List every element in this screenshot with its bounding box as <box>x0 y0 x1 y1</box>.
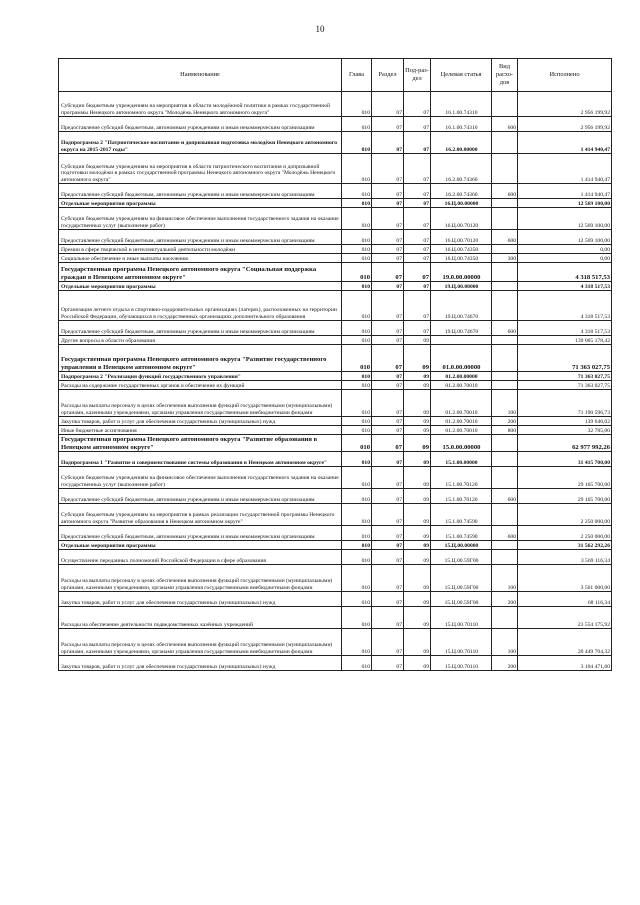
row-vid <box>492 245 518 254</box>
row-article: 15.Ц.00.59Г00 <box>431 565 492 592</box>
table-row <box>59 199 612 208</box>
row-podrazdel: 07 <box>404 199 431 208</box>
row-glava: 010 <box>342 154 372 184</box>
row-article: 01.0.00.00000 <box>431 345 492 372</box>
row-name: Организация летнего отдыха в спортивно-оздоровительных организациях (лагерях), расположенных на территории Российской Федерации, обучающихся в государственных организациях дополнительного образования <box>59 291 342 321</box>
row-article: 15.0.00.00000 <box>431 435 492 452</box>
row-razdel: 07 <box>372 117 404 132</box>
row-glava: 010 <box>342 426 372 435</box>
row-amount: 139 065 178,42 <box>518 336 612 345</box>
row-vid: 100 <box>492 390 518 417</box>
row-article: 15.1.00.74590 <box>431 504 492 526</box>
row-name: Предоставление субсидий бюджетным, автономным учреждениям и иным некоммерческим организациям <box>59 526 342 541</box>
row-amount: 4 318 517,53 <box>518 263 612 282</box>
row-vid: 600 <box>492 321 518 336</box>
row-podrazdel: 09 <box>404 467 431 489</box>
row-name: Отдельные мероприятия программы <box>59 541 342 550</box>
header-article: Целевая статья <box>431 59 492 92</box>
row-razdel: 07 <box>372 592 404 607</box>
row-vid <box>492 199 518 208</box>
row-article: 01.2.00.70010 <box>431 417 492 426</box>
row-article: 15.1.00.70120 <box>431 489 492 504</box>
row-razdel: 07 <box>372 489 404 504</box>
row-glava: 010 <box>342 208 372 230</box>
row-vid <box>492 550 518 565</box>
row-podrazdel: 07 <box>404 230 431 245</box>
row-article: 15.1.00.74590 <box>431 526 492 541</box>
table-row <box>59 345 612 372</box>
header-executed: Исполнено <box>518 59 612 92</box>
row-razdel: 07 <box>372 199 404 208</box>
row-amount: 2 250 000,00 <box>518 526 612 541</box>
row-podrazdel: 09 <box>404 656 431 671</box>
row-vid: 100 <box>492 565 518 592</box>
row-vid <box>492 208 518 230</box>
row-glava: 010 <box>342 629 372 656</box>
row-vid <box>492 154 518 184</box>
row-glava: 010 <box>342 245 372 254</box>
row-vid <box>492 467 518 489</box>
row-razdel: 07 <box>372 336 404 345</box>
row-article: 16.Ц.00.74350 <box>431 245 492 254</box>
table-row <box>59 541 612 550</box>
table-row <box>59 467 612 489</box>
row-glava: 010 <box>342 230 372 245</box>
row-amount: 3 569 116,34 <box>518 550 612 565</box>
table-row <box>59 230 612 245</box>
row-vid <box>492 504 518 526</box>
row-name: Субсидии бюджетным учреждениям на финансовое обеспечение выполнения государственного задания на оказание государственных услуг (выполнение работ) <box>59 208 342 230</box>
row-razdel: 07 <box>372 629 404 656</box>
row-article: 15.Ц.00.00000 <box>431 541 492 550</box>
table-header-row <box>59 59 612 92</box>
row-glava: 010 <box>342 541 372 550</box>
row-name: Другие вопросы в области образования <box>59 336 342 345</box>
row-razdel: 07 <box>372 390 404 417</box>
row-amount: 31 562 292,26 <box>518 541 612 550</box>
row-amount: 62 977 992,26 <box>518 435 612 452</box>
row-podrazdel: 09 <box>404 426 431 435</box>
row-vid: 800 <box>492 426 518 435</box>
row-amount: 20 449 704,32 <box>518 629 612 656</box>
row-podrazdel: 07 <box>404 132 431 154</box>
table-row <box>59 336 612 345</box>
row-podrazdel: 09 <box>404 526 431 541</box>
row-name: Предоставление субсидий бюджетным, автономным учреждениям и иным некоммерческим организациям <box>59 184 342 199</box>
row-vid: 100 <box>492 629 518 656</box>
row-name: Отдельные мероприятия программы <box>59 282 342 291</box>
row-name: Подпрограмма 1 "Развитие и совершенствование системы образования в Ненецком автономном округе" <box>59 452 342 467</box>
table-row <box>59 245 612 254</box>
row-podrazdel: 09 <box>404 452 431 467</box>
table-row <box>59 607 612 629</box>
row-podrazdel: 07 <box>404 263 431 282</box>
row-glava: 010 <box>342 417 372 426</box>
table-row <box>59 417 612 426</box>
row-razdel: 07 <box>372 254 404 263</box>
row-podrazdel: 09 <box>404 541 431 550</box>
row-article: 15.Ц.00.70110 <box>431 629 492 656</box>
row-article: 19.Ц.00.00000 <box>431 282 492 291</box>
row-podrazdel: 07 <box>404 208 431 230</box>
row-glava: 010 <box>342 452 372 467</box>
row-razdel: 07 <box>372 452 404 467</box>
row-amount: 32 785,00 <box>518 426 612 435</box>
table-row <box>59 452 612 467</box>
row-glava: 010 <box>342 565 372 592</box>
table-row <box>59 117 612 132</box>
row-name: Расходы на выплаты персоналу в целях обеспечения выполнения функций государственными (муниципальными) органами, казенными учреждениями, органами управления государственными внебюджетными фондами <box>59 629 342 656</box>
row-article: 16.2.00.74360 <box>431 154 492 184</box>
row-glava: 010 <box>342 345 372 372</box>
row-glava: 010 <box>342 132 372 154</box>
row-name: Закупка товаров, работ и услуг для обеспечения государственных (муниципальных) нужд <box>59 656 342 671</box>
row-article: 19.0.00.00000 <box>431 263 492 282</box>
row-name: Иные бюджетные ассигнования <box>59 426 342 435</box>
row-vid <box>492 282 518 291</box>
row-name: Предоставление субсидий бюджетным, автономным учреждениям и иным некоммерческим организациям <box>59 321 342 336</box>
row-name: Субсидии бюджетным учреждениям на мероприятия в рамках реализации государственной программы Ненецкого автономного округа "Развитие образования в Ненецком автономном округе" <box>59 504 342 526</box>
row-razdel: 07 <box>372 282 404 291</box>
table-row <box>59 254 612 263</box>
row-podrazdel: 09 <box>404 435 431 452</box>
row-razdel: 07 <box>372 291 404 321</box>
row-podrazdel: 09 <box>404 336 431 345</box>
row-article: 15.1.00.00000 <box>431 452 492 467</box>
row-podrazdel: 07 <box>404 154 431 184</box>
row-amount: 29 165 700,00 <box>518 489 612 504</box>
row-article: 15.Ц.00.59Г00 <box>431 550 492 565</box>
row-vid <box>492 345 518 372</box>
row-glava: 010 <box>342 263 372 282</box>
row-podrazdel: 09 <box>404 381 431 390</box>
row-glava: 010 <box>342 489 372 504</box>
row-glava: 010 <box>342 656 372 671</box>
table-row <box>59 390 612 417</box>
row-name: Подпрограмма 2 "Патриотическое воспитание и допризывная подготовка молодёжи Ненецкого автономного округа на 2015-2017 годы" <box>59 132 342 154</box>
row-name: Предоставление субсидий бюджетным, автономным учреждениям и иным некоммерческим организациям <box>59 117 342 132</box>
row-amount: 3 501 000,00 <box>518 565 612 592</box>
row-name: Премии в сфере творческой и интеллектуальной деятельности молодёжи <box>59 245 342 254</box>
row-name: Субсидии бюджетным учреждениям на финансовое обеспечение выполнения государственного задания на оказание государственных услуг (выполнение работ) <box>59 467 342 489</box>
row-podrazdel: 07 <box>404 254 431 263</box>
table-row <box>59 154 612 184</box>
row-razdel: 07 <box>372 607 404 629</box>
row-amount: 3 104 471,60 <box>518 656 612 671</box>
table-row <box>59 489 612 504</box>
row-razdel: 07 <box>372 92 404 117</box>
row-amount: 1 414 940,47 <box>518 184 612 199</box>
page-number: 10 <box>315 24 325 34</box>
row-razdel: 07 <box>372 435 404 452</box>
row-vid <box>492 381 518 390</box>
row-glava: 010 <box>342 184 372 199</box>
row-amount: 71 363 027,75 <box>518 345 612 372</box>
table-row <box>59 381 612 390</box>
row-name: Государственная программа Ненецкого автономного округа "Развитие образования в Ненецком автономном округе" <box>59 435 342 452</box>
row-vid <box>492 541 518 550</box>
row-vid: 200 <box>492 417 518 426</box>
row-glava: 010 <box>342 117 372 132</box>
table-row <box>59 656 612 671</box>
row-podrazdel: 09 <box>404 550 431 565</box>
row-name: Предоставление субсидий бюджетным, автономным учреждениям и иным некоммерческим организациям <box>59 489 342 504</box>
row-name: Государственная программа Ненецкого автономного округа "Социальная поддержка граждан в Ненецком автономном округе" <box>59 263 342 282</box>
row-article: 15.1.00.70120 <box>431 467 492 489</box>
row-podrazdel: 09 <box>404 489 431 504</box>
table-row <box>59 592 612 607</box>
row-razdel: 07 <box>372 526 404 541</box>
row-vid: 300 <box>492 254 518 263</box>
row-glava: 010 <box>342 336 372 345</box>
row-glava: 010 <box>342 526 372 541</box>
row-razdel: 07 <box>372 656 404 671</box>
row-article: 15.Ц.00.70110 <box>431 607 492 629</box>
table-row <box>59 550 612 565</box>
row-glava: 010 <box>342 467 372 489</box>
row-glava: 010 <box>342 504 372 526</box>
row-amount: 68 116,34 <box>518 592 612 607</box>
row-name: Закупка товаров, работ и услуг для обеспечения государственных (муниципальных) нужд <box>59 417 342 426</box>
row-article: 16.Ц.00.70120 <box>431 230 492 245</box>
row-vid: 200 <box>492 592 518 607</box>
row-name: Расходы на выплаты персоналу в целях обеспечения выполнения функций государственными (муниципальными) органами, казенными учреждениями, органами управления государственными внебюджетными фондами <box>59 390 342 417</box>
row-name: Расходы на обеспечение деятельности подведомственных казённых учреждений <box>59 607 342 629</box>
row-article: 16.2.00.74360 <box>431 184 492 199</box>
row-podrazdel: 07 <box>404 291 431 321</box>
row-amount: 12 569 100,00 <box>518 230 612 245</box>
header-name: Наименование <box>59 59 342 92</box>
row-vid: 600 <box>492 184 518 199</box>
table-row <box>59 291 612 321</box>
row-glava: 010 <box>342 607 372 629</box>
row-vid <box>492 336 518 345</box>
row-article: 16.Ц.00.70120 <box>431 208 492 230</box>
row-amount: 12 569 100,00 <box>518 199 612 208</box>
row-article: 16.Ц.00.74350 <box>431 254 492 263</box>
table-row <box>59 629 612 656</box>
row-vid <box>492 607 518 629</box>
header-vid: Вид расхо-дов <box>492 59 518 92</box>
row-name: Осуществление переданных полномочий Российской Федерации в сфере образования <box>59 550 342 565</box>
row-name: Субсидии бюджетным учреждениям на мероприятия в области молодёжной политики в рамках государственной программы Ненецкого автономного округа "Молодёжь Ненецкого автономного округа" <box>59 92 342 117</box>
row-podrazdel: 07 <box>404 184 431 199</box>
row-name: Социальное обеспечение и иные выплаты населению <box>59 254 342 263</box>
row-amount: 0,00 <box>518 254 612 263</box>
row-article <box>431 336 492 345</box>
row-glava: 010 <box>342 291 372 321</box>
row-vid: 600 <box>492 117 518 132</box>
row-article: 16.1.00.74310 <box>431 92 492 117</box>
row-podrazdel: 09 <box>404 417 431 426</box>
row-name: Отдельные мероприятия программы <box>59 199 342 208</box>
row-article: 01.2.00.00000 <box>431 372 492 381</box>
table-row <box>59 282 612 291</box>
row-razdel: 07 <box>372 550 404 565</box>
row-name: Закупка товаров, работ и услуг для обеспечения государственных (муниципальных) нужд <box>59 592 342 607</box>
table-row <box>59 321 612 336</box>
row-name: Субсидии бюджетным учреждениям на мероприятия в области патриотического воспитания и допризывной подготовки молодёжи в рамках государственной программы Ненецкого автономного округа "Молодёжь Ненецкого автономного округа" <box>59 154 342 184</box>
header-podrazdel: Под-раз-дел <box>404 59 431 92</box>
row-razdel: 07 <box>372 345 404 372</box>
row-razdel: 07 <box>372 321 404 336</box>
row-razdel: 07 <box>372 132 404 154</box>
row-podrazdel: 09 <box>404 390 431 417</box>
row-amount: 2 956 199,92 <box>518 92 612 117</box>
row-glava: 010 <box>342 550 372 565</box>
row-amount: 71 363 027,75 <box>518 381 612 390</box>
row-article: 01.2.00.70010 <box>431 381 492 390</box>
row-podrazdel: 07 <box>404 245 431 254</box>
row-vid <box>492 452 518 467</box>
table-row <box>59 208 612 230</box>
row-vid: 600 <box>492 526 518 541</box>
row-podrazdel: 09 <box>404 592 431 607</box>
row-glava: 010 <box>342 381 372 390</box>
row-razdel: 07 <box>372 467 404 489</box>
row-glava: 010 <box>342 282 372 291</box>
row-vid <box>492 132 518 154</box>
row-amount: 4 318 517,53 <box>518 282 612 291</box>
row-amount: 4 318 517,53 <box>518 321 612 336</box>
table-row <box>59 132 612 154</box>
row-name: Государственная программа Ненецкого автономного округа "Развитие государственного управления в Ненецком автономном округе" <box>59 345 342 372</box>
row-name: Расходы на содержание государственных органов и обеспечение их функций <box>59 381 342 390</box>
row-article: 19.Ц.00.74670 <box>431 321 492 336</box>
table-row <box>59 435 612 452</box>
row-amount: 0,00 <box>518 245 612 254</box>
budget-table <box>58 58 612 671</box>
row-razdel: 07 <box>372 208 404 230</box>
row-razdel: 07 <box>372 154 404 184</box>
row-amount: 71 363 027,75 <box>518 372 612 381</box>
row-razdel: 07 <box>372 504 404 526</box>
row-amount: 4 318 517,53 <box>518 291 612 321</box>
row-razdel: 07 <box>372 381 404 390</box>
row-amount: 23 554 175,92 <box>518 607 612 629</box>
row-podrazdel: 09 <box>404 504 431 526</box>
row-podrazdel: 09 <box>404 607 431 629</box>
row-amount: 71 190 596,73 <box>518 390 612 417</box>
row-podrazdel: 07 <box>404 282 431 291</box>
row-article: 16.Ц.00.00000 <box>431 199 492 208</box>
row-vid <box>492 291 518 321</box>
row-amount: 2 250 000,00 <box>518 504 612 526</box>
row-glava: 010 <box>342 92 372 117</box>
row-podrazdel: 07 <box>404 321 431 336</box>
row-vid: 600 <box>492 230 518 245</box>
table-row <box>59 565 612 592</box>
header-glava: Глава <box>342 59 372 92</box>
table-row <box>59 504 612 526</box>
row-vid <box>492 92 518 117</box>
row-glava: 010 <box>342 390 372 417</box>
row-article: 16.1.00.74310 <box>431 117 492 132</box>
row-article: 01.2.00.70010 <box>431 426 492 435</box>
table-row <box>59 372 612 381</box>
row-vid <box>492 435 518 452</box>
table-row <box>59 526 612 541</box>
row-amount: 2 956 199,92 <box>518 117 612 132</box>
row-podrazdel: 09 <box>404 629 431 656</box>
row-vid <box>492 263 518 282</box>
row-article: 15.Ц.00.59Г00 <box>431 592 492 607</box>
table-row <box>59 184 612 199</box>
table-row <box>59 426 612 435</box>
row-amount: 12 569 100,00 <box>518 208 612 230</box>
row-vid: 200 <box>492 656 518 671</box>
row-razdel: 07 <box>372 372 404 381</box>
row-podrazdel: 07 <box>404 92 431 117</box>
table-row <box>59 263 612 282</box>
table-row <box>59 92 612 117</box>
row-article: 15.Ц.00.70110 <box>431 656 492 671</box>
row-amount: 1 414 940,47 <box>518 154 612 184</box>
row-amount: 1 414 940,47 <box>518 132 612 154</box>
row-razdel: 07 <box>372 230 404 245</box>
row-vid <box>492 372 518 381</box>
row-glava: 010 <box>342 254 372 263</box>
row-amount: 139 646,02 <box>518 417 612 426</box>
row-podrazdel: 09 <box>404 372 431 381</box>
header-razdel: Раздел <box>372 59 404 92</box>
row-article: 16.2.00.00000 <box>431 132 492 154</box>
row-razdel: 07 <box>372 184 404 199</box>
row-podrazdel: 09 <box>404 345 431 372</box>
row-podrazdel: 07 <box>404 117 431 132</box>
row-podrazdel: 09 <box>404 565 431 592</box>
row-glava: 010 <box>342 321 372 336</box>
row-glava: 010 <box>342 435 372 452</box>
row-article: 01.2.00.70010 <box>431 390 492 417</box>
row-article: 19.Ц.00.74670 <box>431 291 492 321</box>
row-razdel: 07 <box>372 417 404 426</box>
row-razdel: 07 <box>372 245 404 254</box>
row-name: Подпрограмма 2 "Реализация функций государственного управления" <box>59 372 342 381</box>
row-glava: 010 <box>342 372 372 381</box>
row-glava: 010 <box>342 592 372 607</box>
row-amount: 31 415 700,00 <box>518 452 612 467</box>
row-vid: 600 <box>492 489 518 504</box>
row-name: Расходы на выплаты персоналу в целях обеспечения выполнения функций государственными (муниципальными) органами, казенными учреждениями, органами управления государственными внебюджетными фондами <box>59 565 342 592</box>
row-name: Предоставление субсидий бюджетным, автономным учреждениям и иным некоммерческим организациям <box>59 230 342 245</box>
row-razdel: 07 <box>372 263 404 282</box>
row-amount: 29 165 700,00 <box>518 467 612 489</box>
row-glava: 010 <box>342 199 372 208</box>
row-razdel: 07 <box>372 541 404 550</box>
row-razdel: 07 <box>372 565 404 592</box>
row-razdel: 07 <box>372 426 404 435</box>
